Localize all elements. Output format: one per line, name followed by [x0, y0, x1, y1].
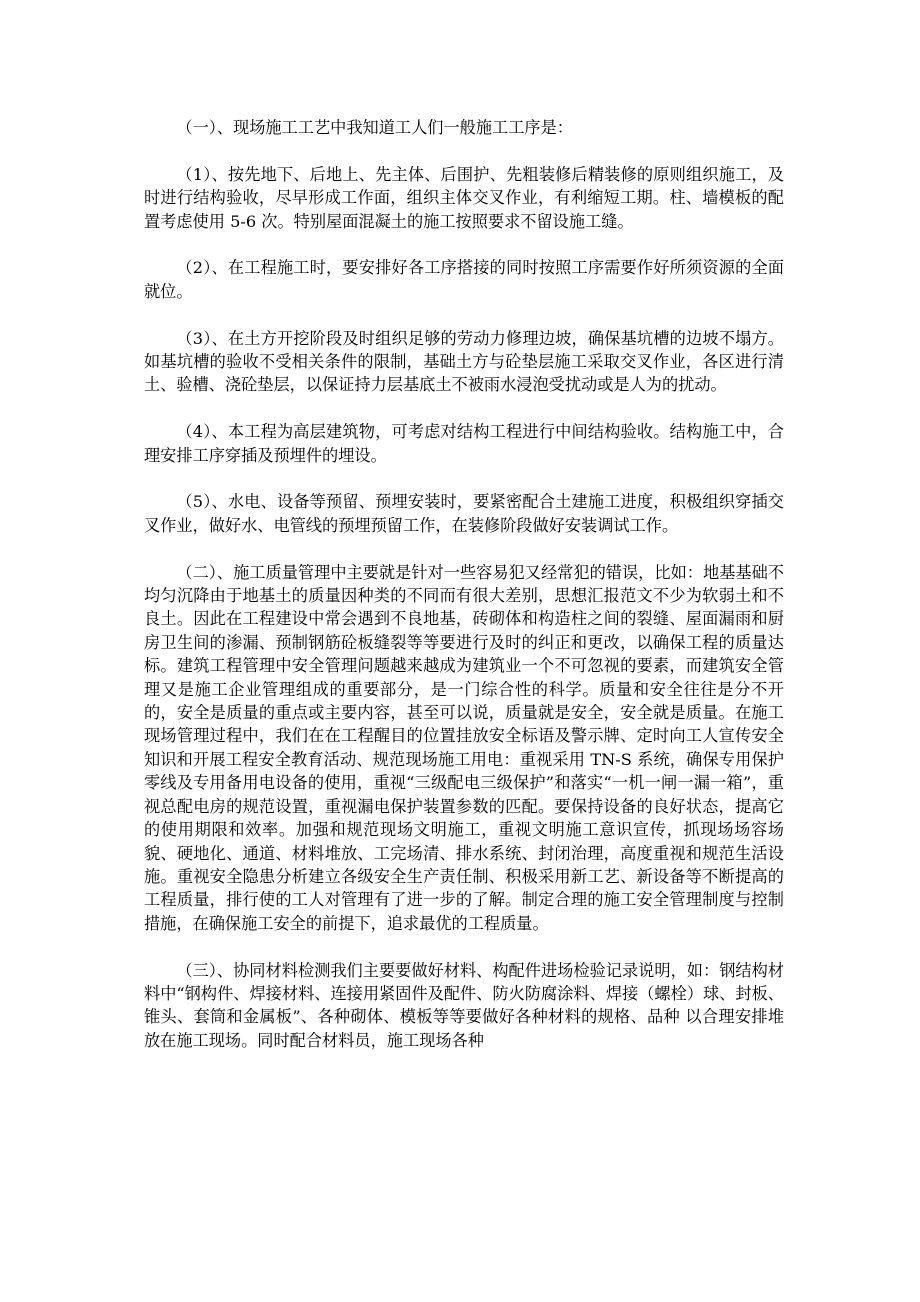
document-body [144, 116, 784, 1076]
paragraph-item-3: （3）、在土方开挖阶段及时组织足够的劳动力修理边坡，确保基坑槽的边坡不塌方。如基坑槽的验收不受相关条件的限制，基础土方与砼垫层施工采取交叉作业，各区进行清土、验槽、浇砼垫层，以保证持力层基底土不被雨水浸泡受扰动或是人为的扰动。 [144, 328, 784, 395]
paragraph-section-two: （二）、施工质量管理中主要就是针对一些容易犯又经常犯的错误，比如：地基基础不均匀沉降由于地基土的质量因种类的不同而有很大差别，思想汇报范文不少为软弱土和不良土。因此在工程建设中常会遇到不良地基，砖砌体和构造柱之间的裂缝、屋面漏雨和厨房卫生间的渗漏、预制钢筋砼板缝裂等等要进行及时的纠正和更改，以确保工程的质量达标。建筑工程管理中安全管理问题越来越成为建筑业一个不可忽视的要素，而建筑安全管理又是施工企业管理组成的重要部分，是一门综合性的科学。质量和安全往往是分不开的，安全是质量的重点或主要内容，甚至可以说，质量就是安全，安全就是质量。在施工现场管理过程中，我们在在工程醒目的位置挂放安全标语及警示牌、定时向工人宣传安全知识和开展工程安全教育活动、规范现场施工用电：重视采用 TN-S 系统，确保专用保护零线及专用备用电设备的使用，重视“三级配电三级保护”和落实“一机一闸一漏一箱”，重视总配电房的规范设置，重视漏电保护装置参数的匹配。要保持设备的良好状态，提高它的使用期限和效率。加强和规范现场文明施工，重视文明施工意识宣传，抓现场场容场貌、硬地化、通道、材料堆放、工完场清、排水系统、封闭治理，高度重视和规范生活设施。重视安全隐患分析建立各级安全生产责任制、积极采用新工艺、新设备等不断提高的工程质量，排行使的工人对管理有了进一步的了解。制定合理的施工安全管理制度与控制措施，在确保施工安全的前提下，追求最优的工程质量。 [144, 562, 784, 933]
paragraph-item-1: （1）、按先地下、后地上、先主体、后围护、先粗装修后精装修的原则组织施工，及时进行结构验收，尽早形成工作面，组织主体交叉作业，有利缩短工期。柱、墙模板的配置考虑使用 5-6 次。特别屋面混凝土的施工按照要求不留设施工缝。 [144, 164, 784, 231]
paragraph-item-5: （5）、水电、设备等预留、预埋安装时，要紧密配合土建施工进度，积极组织穿插交叉作业，做好水、电管线的预埋预留工作，在装修阶段做好安装调试工作。 [144, 492, 784, 535]
paragraph-section-three: （三）、协同材料检测我们主要要做好材料、构配件进场检验记录说明，如：钢结构材料中“钢构件、焊接材料、连接用紧固件及配件、防火防腐涂料、焊接（螺栓）球、封板、锥头、套筒和金属板”、各种砌体、模板等等要做好各种材料的规格、品种 以合理安排堆放在施工现场。同时配合材料员，施工现场各种 [144, 960, 784, 1050]
paragraph-item-2: （2）、在工程施工时，要安排好各工序搭接的同时按照工序需要作好所须资源的全面就位。 [144, 258, 784, 301]
paragraph-item-4: （4）、本工程为高层建筑物，可考虑对结构工程进行中间结构验收。结构施工中，合理安排工序穿插及预埋件的埋设。 [144, 422, 784, 465]
paragraph-section-one-heading: （一）、现场施工工艺中我知道工人们一般施工工序是： [176, 118, 573, 137]
